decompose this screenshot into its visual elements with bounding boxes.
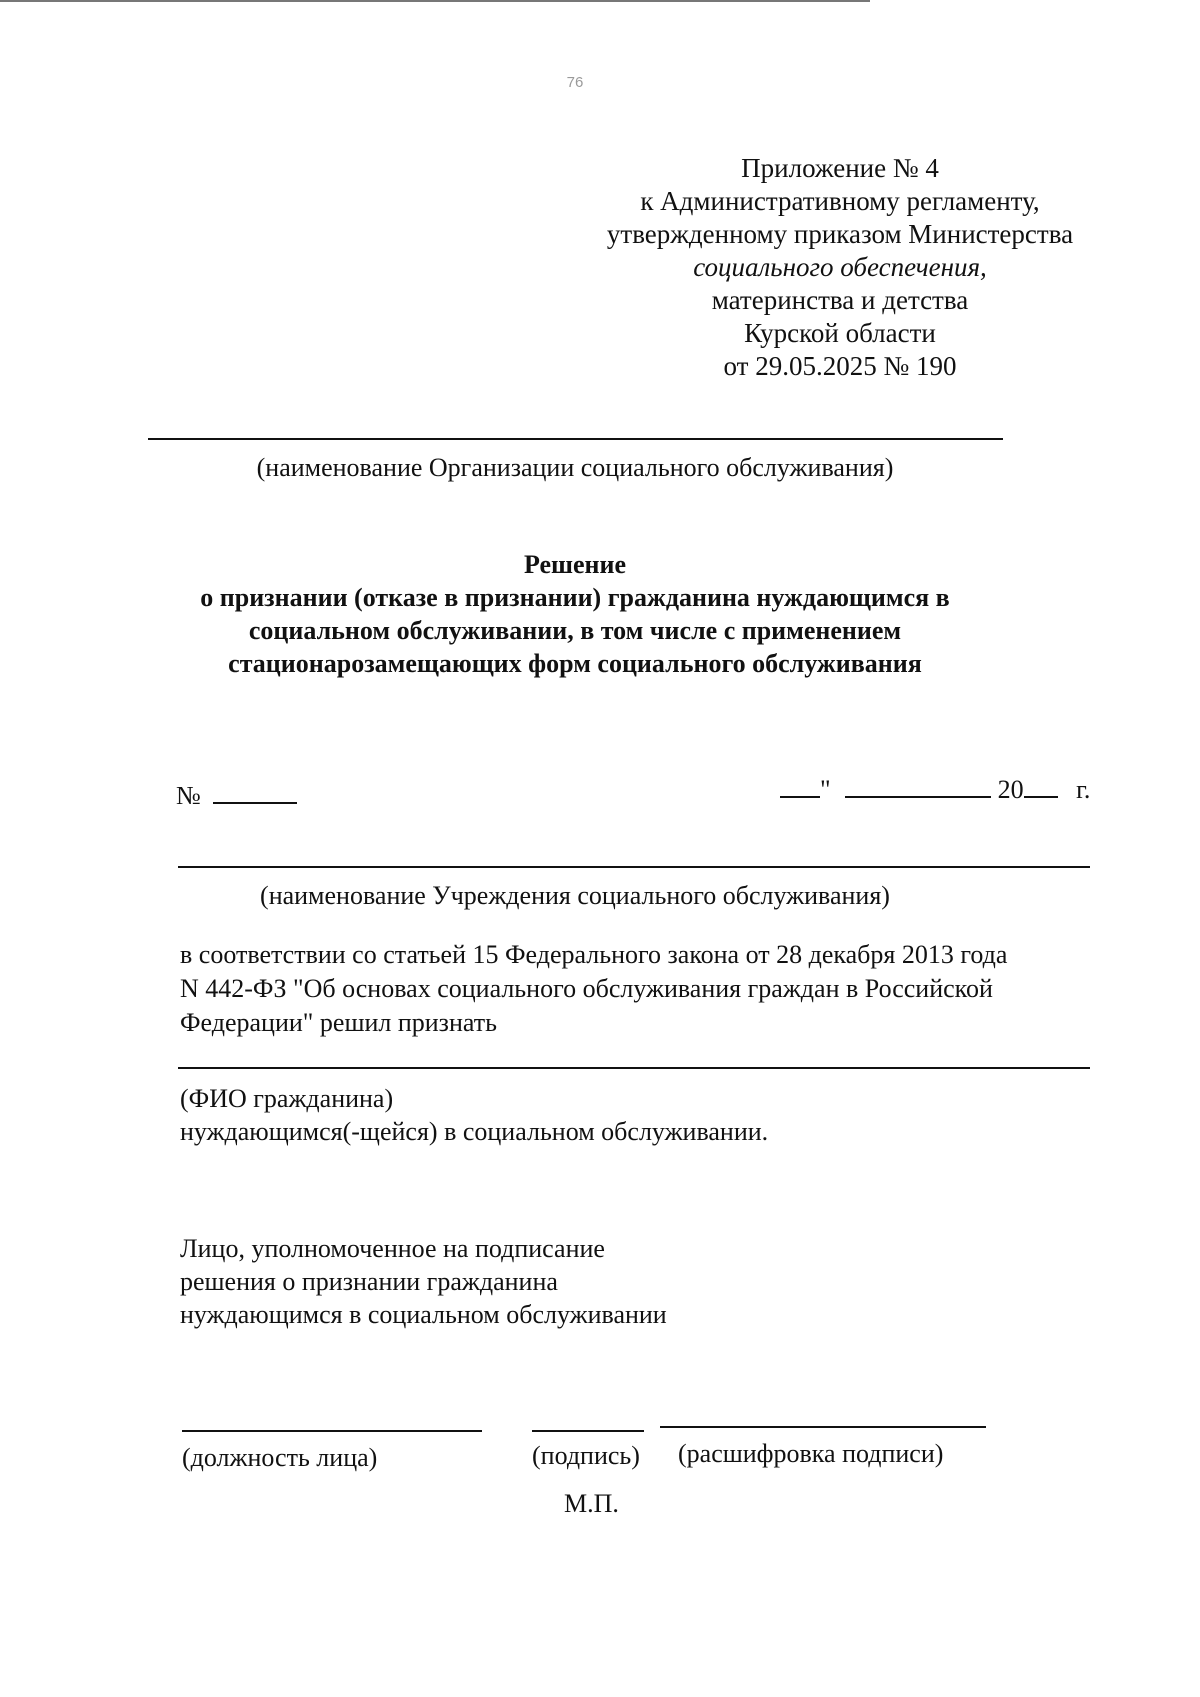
decision-number-field[interactable] bbox=[213, 780, 297, 804]
title-line: стационарозамещающих форм социального обслуживания bbox=[228, 649, 922, 678]
authorized-line: Лицо, уполномоченное на подписание bbox=[180, 1234, 605, 1263]
date-year-prefix: 20 bbox=[997, 775, 1024, 804]
paragraph-line: Федерации" решил признать bbox=[180, 1008, 497, 1037]
authorized-person-block bbox=[180, 1232, 667, 1331]
number-label: № bbox=[176, 781, 201, 810]
citizen-name-line[interactable] bbox=[178, 1067, 1090, 1069]
institution-name-line[interactable] bbox=[178, 866, 1090, 868]
appendix-line: утвержденному приказом Министерства bbox=[606, 219, 1074, 249]
institution-name-caption: (наименование Учреждения социального обслуживания) bbox=[260, 881, 890, 910]
citizen-text: нуждающимся(-щейся) в социальном обслуживании. bbox=[180, 1117, 769, 1146]
paragraph-line: N 442-ФЗ "Об основах социального обслуживания граждан в Российской bbox=[180, 974, 993, 1003]
org-name-line[interactable] bbox=[148, 438, 1003, 440]
document-title bbox=[0, 548, 1150, 680]
appendix-line: материнства и детства bbox=[711, 285, 969, 315]
title-heading: Решение bbox=[523, 550, 627, 579]
decision-number-row bbox=[176, 780, 297, 813]
org-name-caption: (наименование Организации социального обслуживания) bbox=[256, 453, 894, 482]
signature-line[interactable] bbox=[532, 1430, 644, 1432]
date-quote: " bbox=[820, 775, 831, 804]
authorized-line: решения о признании гражданина bbox=[180, 1267, 558, 1296]
title-line: социальном обслуживании, в том числе с применением bbox=[248, 616, 902, 645]
decision-date-row bbox=[780, 774, 1090, 807]
date-year-field[interactable] bbox=[1024, 774, 1058, 798]
appendix-line: социального обеспечения, bbox=[693, 252, 987, 282]
citizen-block bbox=[180, 1082, 768, 1148]
signature-caption: (подпись) bbox=[532, 1441, 640, 1470]
stamp-place: М.П. bbox=[564, 1489, 619, 1518]
signature-decoding-line[interactable] bbox=[660, 1426, 986, 1428]
title-line: о признании (отказе в признании) гражданина нуждающимся в bbox=[200, 583, 950, 612]
signature-decoding-caption: (расшифровка подписи) bbox=[678, 1439, 944, 1468]
position-line[interactable] bbox=[182, 1430, 482, 1432]
appendix-line: Курской области bbox=[744, 318, 936, 348]
appendix-line: к Административному регламенту, bbox=[640, 186, 1040, 216]
scan-edge-line bbox=[0, 0, 870, 2]
appendix-block bbox=[560, 152, 1120, 383]
paragraph-line: в соответствии со статьей 15 Федерального закона от 28 декабря 2013 года bbox=[180, 940, 1008, 969]
date-day-field[interactable] bbox=[780, 774, 820, 798]
appendix-line: Приложение № 4 bbox=[741, 153, 939, 183]
date-year-suffix: г. bbox=[1076, 775, 1091, 804]
position-caption: (должность лица) bbox=[182, 1443, 378, 1472]
appendix-line: от 29.05.2025 № 190 bbox=[723, 351, 957, 381]
decision-paragraph bbox=[180, 938, 1098, 1040]
authorized-line: нуждающимся в социальном обслуживании bbox=[180, 1300, 667, 1329]
page-number: 76 bbox=[566, 74, 584, 91]
date-month-field[interactable] bbox=[845, 774, 991, 798]
citizen-caption: (ФИО гражданина) bbox=[180, 1084, 394, 1113]
